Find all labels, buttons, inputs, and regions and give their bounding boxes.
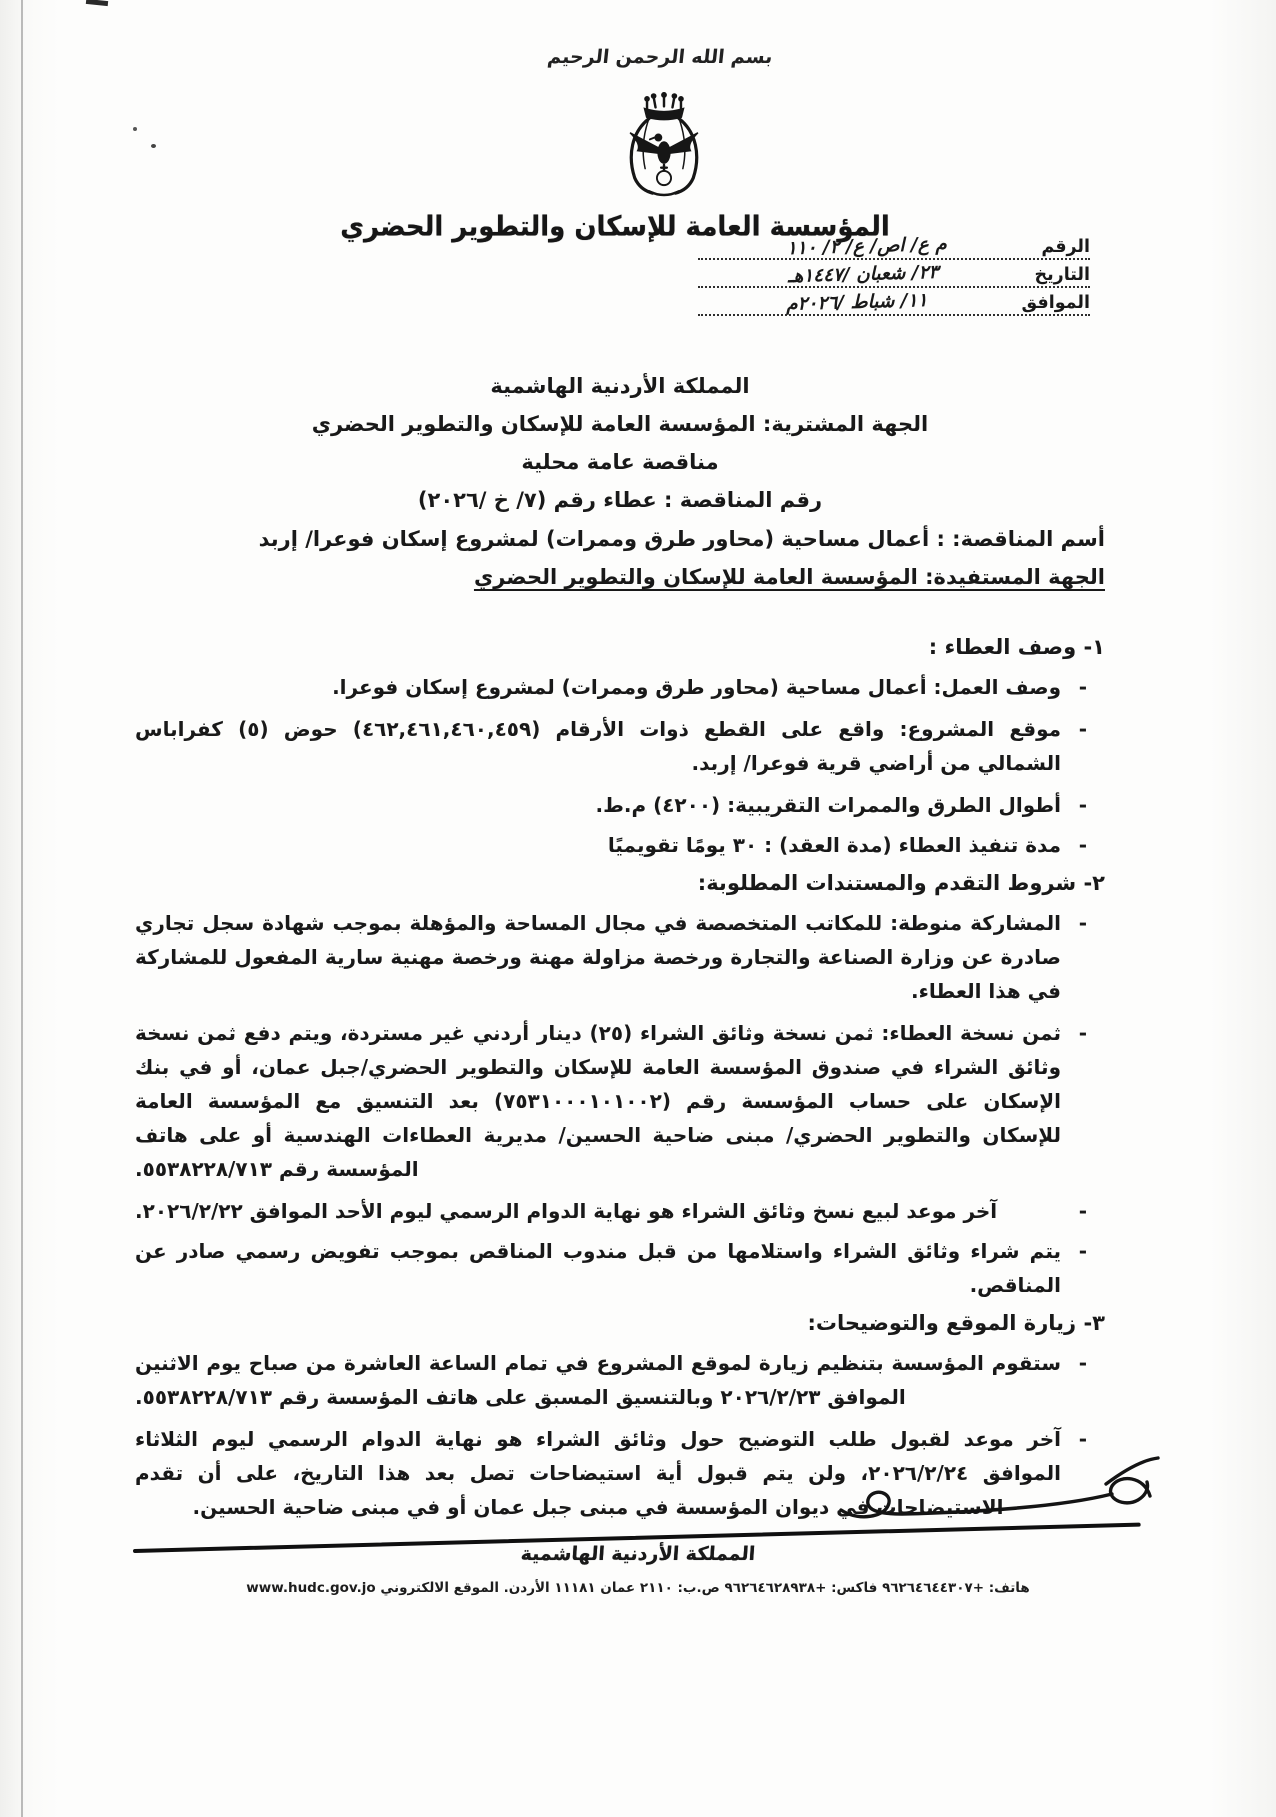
reference-date-label: التاريخ (1034, 265, 1090, 285)
scan-speck (133, 127, 137, 131)
reference-row-number (698, 233, 1090, 260)
list-item (135, 1234, 1105, 1302)
list-item (135, 670, 1105, 704)
bullet-dash: - (1078, 1239, 1087, 1263)
list-item (135, 712, 1105, 780)
bullet-dash: - (1078, 793, 1087, 817)
footer-contact-text: هاتف: +٩٦٢٦٤٦٤٤٣٠٧ فاكس: +٩٦٢٦٤٦٢٨٩٣٨ ص.ب: ٢١١٠ عمان ١١١٨١ الأردن. الموقع الالكتروني (380, 1580, 1030, 1596)
reference-row-gregorian (698, 292, 1090, 316)
beneficiary-line: الجهة المستفيدة: المؤسسة العامة للإسكان والتطوير الحضري (473, 565, 1105, 589)
list-item (135, 828, 1105, 862)
bullet-dash: - (1078, 833, 1087, 857)
reference-row-date (698, 261, 1090, 288)
document-body (135, 372, 1105, 1530)
royal-crest-icon (598, 92, 730, 200)
bullet-text: ثمن نسخة العطاء: ثمن نسخة وثائق الشراء (٢٥) دينار أردني غير مستردة، ويتم دفع ثمن نسخة وثائق الشراء في صندوق المؤسسة العامة للإسكان والتطوير الحضري/جبل عمان، أو في بنك الإسكان على حساب المؤسسة رقم (٧٥٣١٠٠٠١٠١٠٠٢) بعد التنسيق مع المؤسسة العامة للإسكان والتطوير الحضري/ مبنى ضاحية الحسين/ مديرية العطاءات الهندسية أو على هاتف المؤسسة رقم ٥٥٣٨٢٢٨/٧١٣. (135, 1021, 1061, 1181)
tender-type-line: مناقصة عامة محلية (521, 450, 719, 474)
footer-contact-line (0, 1580, 1276, 1596)
org-name-calligraphy: المؤسسة العامة للإسكان والتطوير الحضري (340, 211, 890, 243)
bismillah-calligraphy: بسم الله الرحمن الرحيم (546, 46, 774, 68)
bullet-text: آخر موعد لبيع نسخ وثائق الشراء هو نهاية الدوام الرسمي ليوم الأحد الموافق ٢٠٢٦/٢/٢٢. (135, 1199, 998, 1223)
section-title-2: ٢- شروط التقدم والمستندات المطلوبة: (697, 871, 1105, 895)
list-item (135, 1346, 1105, 1414)
bullet-text: يتم شراء وثائق الشراء واستلامها من قبل مندوب المناقص بموجب تفويض رسمي صادر عن المناقص. (135, 1239, 1061, 1297)
reference-date-value: ٢٣/ شعبان /١٤٤٧هـ (787, 261, 939, 288)
bullet-dash: - (1078, 1427, 1087, 1451)
footer-kingdom-calligraphy: المملكة الأردنية الهاشمية (519, 1543, 757, 1565)
purchasing-entity-line: الجهة المشترية: المؤسسة العامة للإسكان والتطوير الحضري (311, 412, 929, 436)
bullet-dash: - (1078, 1021, 1087, 1045)
bullet-text: أطوال الطرق والممرات التقريبية: (٤٢٠٠) م.ط. (595, 793, 1061, 817)
section-title-3: ٣- زيارة الموقع والتوضيحات: (807, 1311, 1105, 1335)
reference-number-label: الرقم (1041, 237, 1090, 257)
scan-speck (151, 144, 156, 148)
bullet-text: آخر موعد لقبول طلب التوضيح حول وثائق الشراء هو نهاية الدوام الرسمي ليوم الثلاثاء الموافق ٢٠٢٦/٢/٢٤، ولن يتم قبول أية استيضاحات تصل بعد هذا التاريخ، على أن تقدم الاستيضاحات في ديوان المؤسسة في مبنى جبل عمان أو في مبنى ضاحية الحسين. (135, 1427, 1061, 1519)
list-item (135, 1016, 1105, 1186)
bullet-text: موقع المشروع: واقع على القطع ذوات الأرقام (٤٦٢,٤٦١,٤٦٠,٤٥٩) حوض (٥) كفراباس الشمالي من أراضي قرية فوعرا/ إربد. (135, 717, 1061, 775)
bullet-text: مدة تنفيذ العطاء (مدة العقد) : ٣٠ يومًا تقويميًا (607, 833, 1061, 857)
bullet-text: وصف العمل: أعمال مساحية (محاور طرق وممرات) لمشروع إسكان فوعرا. (332, 675, 1061, 699)
kingdom-title: المملكة الأردنية الهاشمية (490, 374, 750, 398)
list-item (135, 906, 1105, 1008)
reference-gregorian-value: ١١/ شباط /٢٠٢٦م (785, 290, 928, 315)
bullet-dash: - (1078, 1199, 1087, 1223)
bullet-dash: - (1078, 1351, 1087, 1375)
list-item (135, 1194, 1105, 1228)
tender-number-line: رقم المناقصة : عطاء رقم (٧/ خ /٢٠٢٦) (417, 488, 823, 512)
footer-website: www.hudc.gov.jo (246, 1580, 376, 1596)
reference-gregorian-label: الموافق (1021, 293, 1090, 313)
list-item (135, 788, 1105, 822)
reference-block (698, 233, 1090, 320)
bullet-text: المشاركة منوطة: للمكاتب المتخصصة في مجال المساحة والمؤهلة بموجب شهادة سجل تجاري صادرة عن وزارة الصناعة والتجارة ورخصة مزاولة مهنة ورخصة مهنية سارية المفعول للمشاركة في هذا العطاء. (135, 911, 1061, 1003)
bullet-dash: - (1078, 675, 1087, 699)
reference-number-value: م ع/ اص/ ع/ ٢/ ١١٠ (786, 233, 947, 260)
section-title-1: ١- وصف العطاء : (928, 635, 1105, 659)
bullet-dash: - (1078, 717, 1087, 741)
scan-artifact-mark (86, 0, 108, 6)
bullet-text: ستقوم المؤسسة بتنظيم زيارة لموقع المشروع في تمام الساعة العاشرة من صباح يوم الاثنين الموافق ٢٠٢٦/٢/٢٣ وبالتنسيق المسبق على هاتف المؤسسة رقم ٥٥٣٨٢٢٨/٧١٣. (135, 1351, 1061, 1409)
bullet-dash: - (1078, 911, 1087, 935)
tender-name-line: أسم المناقصة: : أعمال مساحية (محاور طرق وممرات) لمشروع إسكان فوعرا/ إربد (258, 527, 1105, 551)
